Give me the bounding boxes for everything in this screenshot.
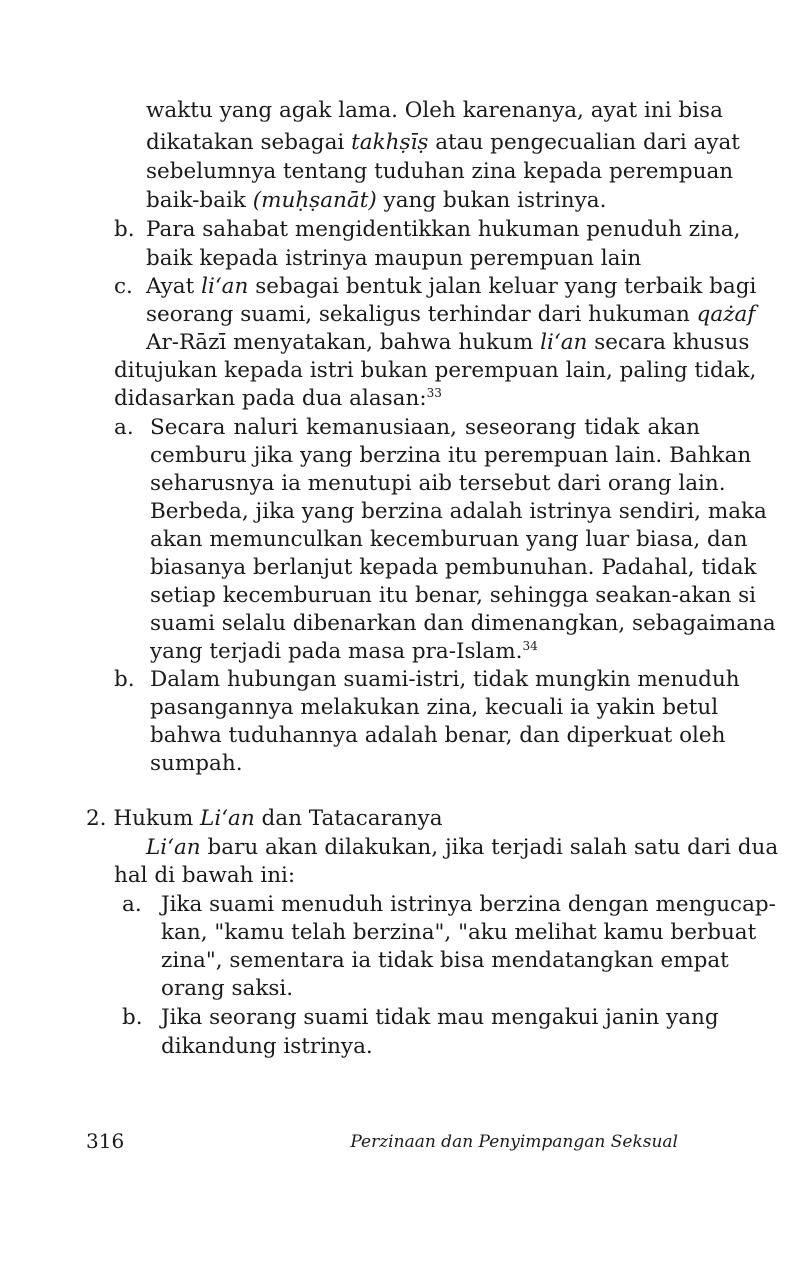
- text-fragment: didasarkan pada dua alasan:: [114, 386, 427, 411]
- text-line: [146, 186, 606, 216]
- text-line: Berbeda, jika yang berzina adalah istrinya sendiri, maka: [150, 499, 767, 524]
- text-fragment: dan Tatacaranya: [254, 806, 443, 831]
- text-line: zina", sementara ia tidak bisa mendatangkan empat: [161, 948, 729, 973]
- footnote-ref: 33: [426, 385, 442, 400]
- text-fragment: yang terjadi pada masa pra-Islam.: [150, 639, 523, 664]
- text-line: dikandung istrinya.: [161, 1034, 373, 1059]
- text-fragment: 2. Hukum: [86, 806, 201, 831]
- text-line: waktu yang agak lama. Oleh karenanya, ayat ini bisa: [146, 98, 723, 123]
- text-fragment: yang bukan istrinya.: [376, 188, 607, 213]
- text-line: Para sahabat mengidentikkan hukuman penuduh zina,: [146, 217, 741, 242]
- italic-term: qażaf: [696, 302, 756, 327]
- text-fragment: secara khusus: [587, 330, 750, 355]
- list-label: c.: [114, 274, 133, 299]
- text-line: [146, 128, 740, 158]
- list-label: a.: [114, 415, 134, 440]
- list-label: a.: [122, 892, 142, 917]
- text-line: [146, 300, 755, 330]
- section-heading: [86, 804, 443, 834]
- text-line: Jika suami menuduh istrinya berzina dengan mengucap-: [161, 892, 776, 917]
- footnote-ref: 34: [522, 638, 538, 653]
- italic-term: Li‘an: [200, 806, 255, 831]
- text-line: Secara naluri kemanusiaan, seseorang tidak akan: [150, 415, 700, 440]
- list-label: b.: [114, 217, 135, 242]
- text-fragment: baru akan dilakukan, jika terjadi salah satu dari dua: [200, 835, 779, 860]
- text-line: [114, 384, 442, 414]
- italic-term: takhṣīṣ: [351, 130, 429, 155]
- text-line: Jika seorang suami tidak mau mengakui janin yang: [161, 1005, 719, 1030]
- list-label: b.: [114, 667, 135, 692]
- text-line: akan memunculkan kecemburuan yang luar biasa, dan: [150, 527, 748, 552]
- text-line: biasanya berlanjut kepada pembunuhan. Padahal, tidak: [150, 555, 757, 580]
- text-line: ditujukan kepada istri bukan perempuan lain, paling tidak,: [114, 358, 757, 383]
- italic-term: li‘an: [540, 330, 588, 355]
- text-line: pasangannya melakukan zina, kecuali ia yakin betul: [150, 695, 719, 720]
- text-line: sumpah.: [150, 751, 243, 776]
- text-line: bahwa tuduhannya adalah benar, dan diperkuat oleh: [150, 723, 726, 748]
- italic-term: (muḥṣanāt): [252, 188, 377, 213]
- text-line: [146, 328, 750, 358]
- text-fragment: sebagai bentuk jalan keluar yang terbaik bagi: [248, 274, 757, 299]
- text-fragment: baik-baik: [146, 188, 253, 213]
- text-line: seharusnya ia menutupi aib tersebut dari orang lain.: [150, 471, 726, 496]
- italic-term: Li‘an: [146, 835, 201, 860]
- list-label: b.: [122, 1005, 143, 1030]
- text-line: suami selalu dibenarkan dan dimenangkan, sebagaimana: [150, 611, 776, 636]
- text-line: kan, "kamu telah berzina", "aku melihat kamu berbuat: [161, 920, 757, 945]
- text-line: [146, 272, 757, 302]
- italic-term: li‘an: [201, 274, 249, 299]
- text-fragment: atau pengecualian dari ayat: [428, 130, 740, 155]
- text-line: sebelumnya tentang tuduhan zina kepada perempuan: [146, 159, 734, 184]
- text-fragment: Ayat: [146, 274, 202, 299]
- text-fragment: Ar-Rāzī menyatakan, bahwa hukum: [146, 330, 541, 355]
- text-line: baik kepada istrinya maupun perempuan lain: [146, 246, 642, 271]
- text-line: Dalam hubungan suami-istri, tidak mungkin menuduh: [150, 667, 740, 692]
- text-line: orang saksi.: [161, 976, 294, 1001]
- text-fragment: seorang suami, sekaligus terhindar dari hukuman: [146, 302, 697, 327]
- text-line: [146, 833, 779, 863]
- page-number: 316: [86, 1129, 125, 1153]
- text-line: cemburu jika yang berzina itu perempuan lain. Bahkan: [150, 443, 752, 468]
- text-line: setiap kecemburuan itu benar, sehingga seakan-akan si: [150, 583, 757, 608]
- text-fragment: dikatakan sebagai: [146, 130, 352, 155]
- text-line: hal di bawah ini:: [114, 863, 296, 888]
- running-footer-title: Perzinaan dan Penyimpangan Seksual: [350, 1132, 678, 1152]
- text-line: [150, 637, 538, 667]
